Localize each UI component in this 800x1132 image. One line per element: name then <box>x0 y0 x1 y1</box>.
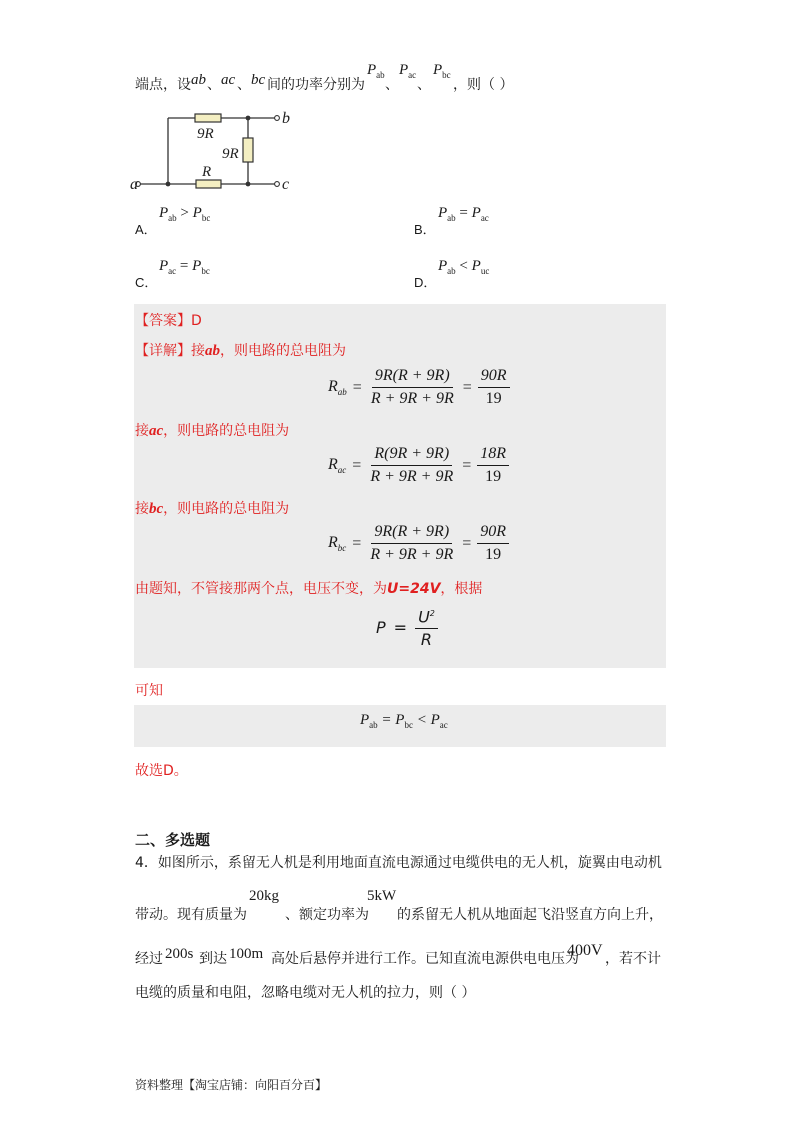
label-b: b <box>282 110 290 127</box>
intro-mid: 间的功率分别为 <box>267 77 365 93</box>
option-letter: B． <box>414 222 436 237</box>
power-bc-symbol: $P_{bc}$ <box>433 62 451 80</box>
detail-text: ，则电路的总电阻为 <box>220 343 346 359</box>
answer-value: D <box>191 313 202 329</box>
text-segment: ，若不计 <box>605 951 661 967</box>
height-value: 100m <box>229 946 264 962</box>
text-segment: 经过 <box>135 951 163 967</box>
fraction-numerator: 18R <box>477 444 509 466</box>
option-letter: C． <box>135 275 158 290</box>
junction-dot <box>246 116 251 121</box>
separator: 、 <box>385 77 399 93</box>
fraction-denominator: R + 9R + 9R <box>370 468 454 485</box>
voltage-line <box>135 578 482 598</box>
text-segment: 带动。现有质量为 <box>135 907 247 923</box>
fraction-numerator: 90R <box>477 522 509 544</box>
voltage-value: U=24V <box>387 581 441 597</box>
power-ab-symbol: $P_{ab}$ <box>367 62 385 80</box>
option-d[interactable] <box>414 258 614 288</box>
label-r-bottom: R <box>202 164 212 180</box>
fraction-denominator: 19 <box>485 546 502 563</box>
option-letter: D． <box>414 275 437 290</box>
separator: 、 <box>417 77 431 93</box>
separator: 、 <box>237 77 251 93</box>
mass-value: 20kg <box>249 888 279 904</box>
fraction-denominator: 19 <box>485 390 502 407</box>
resistor-bottom <box>196 180 221 188</box>
separator: 、 <box>207 77 221 93</box>
equation-power: P = $\frac{U^2}{R}$ <box>376 604 438 650</box>
detail-text: ，则电路的总电阻为 <box>163 423 290 439</box>
answer-tag: 【答案】 <box>135 313 191 329</box>
option-expression: $P_{ab} > P_{bc}$ <box>159 205 211 223</box>
fraction-denominator: R + 9R + 9R <box>370 546 454 563</box>
detail-text: ，则电路的总电阻为 <box>163 501 290 517</box>
option-letter: A． <box>135 222 157 237</box>
connect-word: 接 <box>135 423 149 439</box>
detail-line-ab <box>135 340 346 360</box>
fraction-numerator: 9R(R + 9R) <box>372 366 453 388</box>
term-ac: ac <box>149 423 164 439</box>
time-value: 200s <box>165 946 194 962</box>
option-expression: $P_{ab} < P_{uc}$ <box>438 258 490 276</box>
resistor-top <box>195 114 221 122</box>
option-expression: $P_{ab} = P_{ac}$ <box>438 205 489 223</box>
term-ab: ab <box>205 343 220 359</box>
conclusion-expression: $P_{ab} = P_{bc} < P_{ac}$ <box>360 712 448 730</box>
fraction-denominator: R + 9R + 9R <box>370 390 454 407</box>
terminal-c <box>275 182 280 187</box>
option-b[interactable] <box>414 205 614 235</box>
option-c[interactable] <box>135 258 335 288</box>
junction-dot <box>166 182 171 187</box>
fraction-denominator: 19 <box>485 468 502 485</box>
option-a[interactable] <box>135 205 335 235</box>
term-ab: ab <box>191 72 206 88</box>
intro-prefix: 端点，设 <box>135 77 191 93</box>
label-a: a <box>130 176 138 193</box>
label-9r-top: 9R <box>197 126 214 142</box>
circuit-diagram <box>130 108 310 198</box>
detail-line-ac <box>135 420 289 440</box>
equation-r-bc: $R_{bc}$ = $\frac{9R(R + 9R)}{R + 9R + 9R}$ = $\frac{90R}{19}$ <box>328 522 509 565</box>
question-4-line4: 电缆的质量和电阻，忽略电缆对无人机的拉力，则（ ） <box>135 985 476 1001</box>
text-segment: 到达 <box>199 951 227 967</box>
detail-line-bc <box>135 498 289 518</box>
voltage-text: ，根据 <box>440 581 483 597</box>
text-segment: 的系留无人机从地面起飞沿竖直方向上升， <box>397 907 663 923</box>
answer-line <box>135 310 202 330</box>
resistor-right <box>243 138 253 162</box>
voltage-value: 400V <box>567 942 603 959</box>
text-segment: 高处后悬停并进行工作。已知直流电源供电电压为 <box>271 951 579 967</box>
connect-word: 接 <box>135 501 149 517</box>
detail-tag: 【详解】 <box>135 343 191 359</box>
footer-text: 资料整理【淘宝店铺：向阳百分百】 <box>135 1078 328 1092</box>
question-4-line3 <box>135 942 675 972</box>
final-answer: 故选D。 <box>135 763 188 779</box>
label-c: c <box>282 176 290 193</box>
terminal-b <box>275 116 280 121</box>
term-bc: bc <box>149 501 164 517</box>
equation-r-ac: $R_{ac}$ = $\frac{R(9R + 9R)}{R + 9R + 9R}$ = $\frac{18R}{19}$ <box>328 444 509 487</box>
fraction-numerator: 9R(R + 9R) <box>371 522 452 544</box>
junction-dot <box>246 182 251 187</box>
question-intro <box>135 62 695 102</box>
conclusion-label: 可知 <box>135 683 163 699</box>
fraction-numerator: 90R <box>478 366 510 388</box>
equation-r-ab: $R_{ab}$ = $\frac{9R(R + 9R)}{R + 9R + 9R}$ = $\frac{90R}{19}$ <box>328 366 510 409</box>
term-bc: bc <box>251 72 266 88</box>
question-4-line1: 4．如图所示，系留无人机是利用地面直流电源通过电缆供电的无人机，旋翼由电动机 <box>135 855 662 871</box>
intro-suffix: ，则（ ） <box>453 77 514 93</box>
fraction-numerator: R(9R + 9R) <box>371 444 452 466</box>
connect-word: 接 <box>191 343 205 359</box>
power-value: 5kW <box>367 888 397 904</box>
term-ac: ac <box>221 72 236 88</box>
question-4-line2 <box>135 888 675 928</box>
label-9r-right: 9R <box>222 146 239 162</box>
option-expression: $P_{ac} = P_{bc}$ <box>159 258 210 276</box>
text-segment: 、额定功率为 <box>285 907 369 923</box>
power-ac-symbol: $P_{ac}$ <box>399 62 417 80</box>
voltage-text: 由题知，不管接那两个点，电压不变，为 <box>135 581 387 597</box>
section-heading: 二、多选题 <box>135 831 211 849</box>
